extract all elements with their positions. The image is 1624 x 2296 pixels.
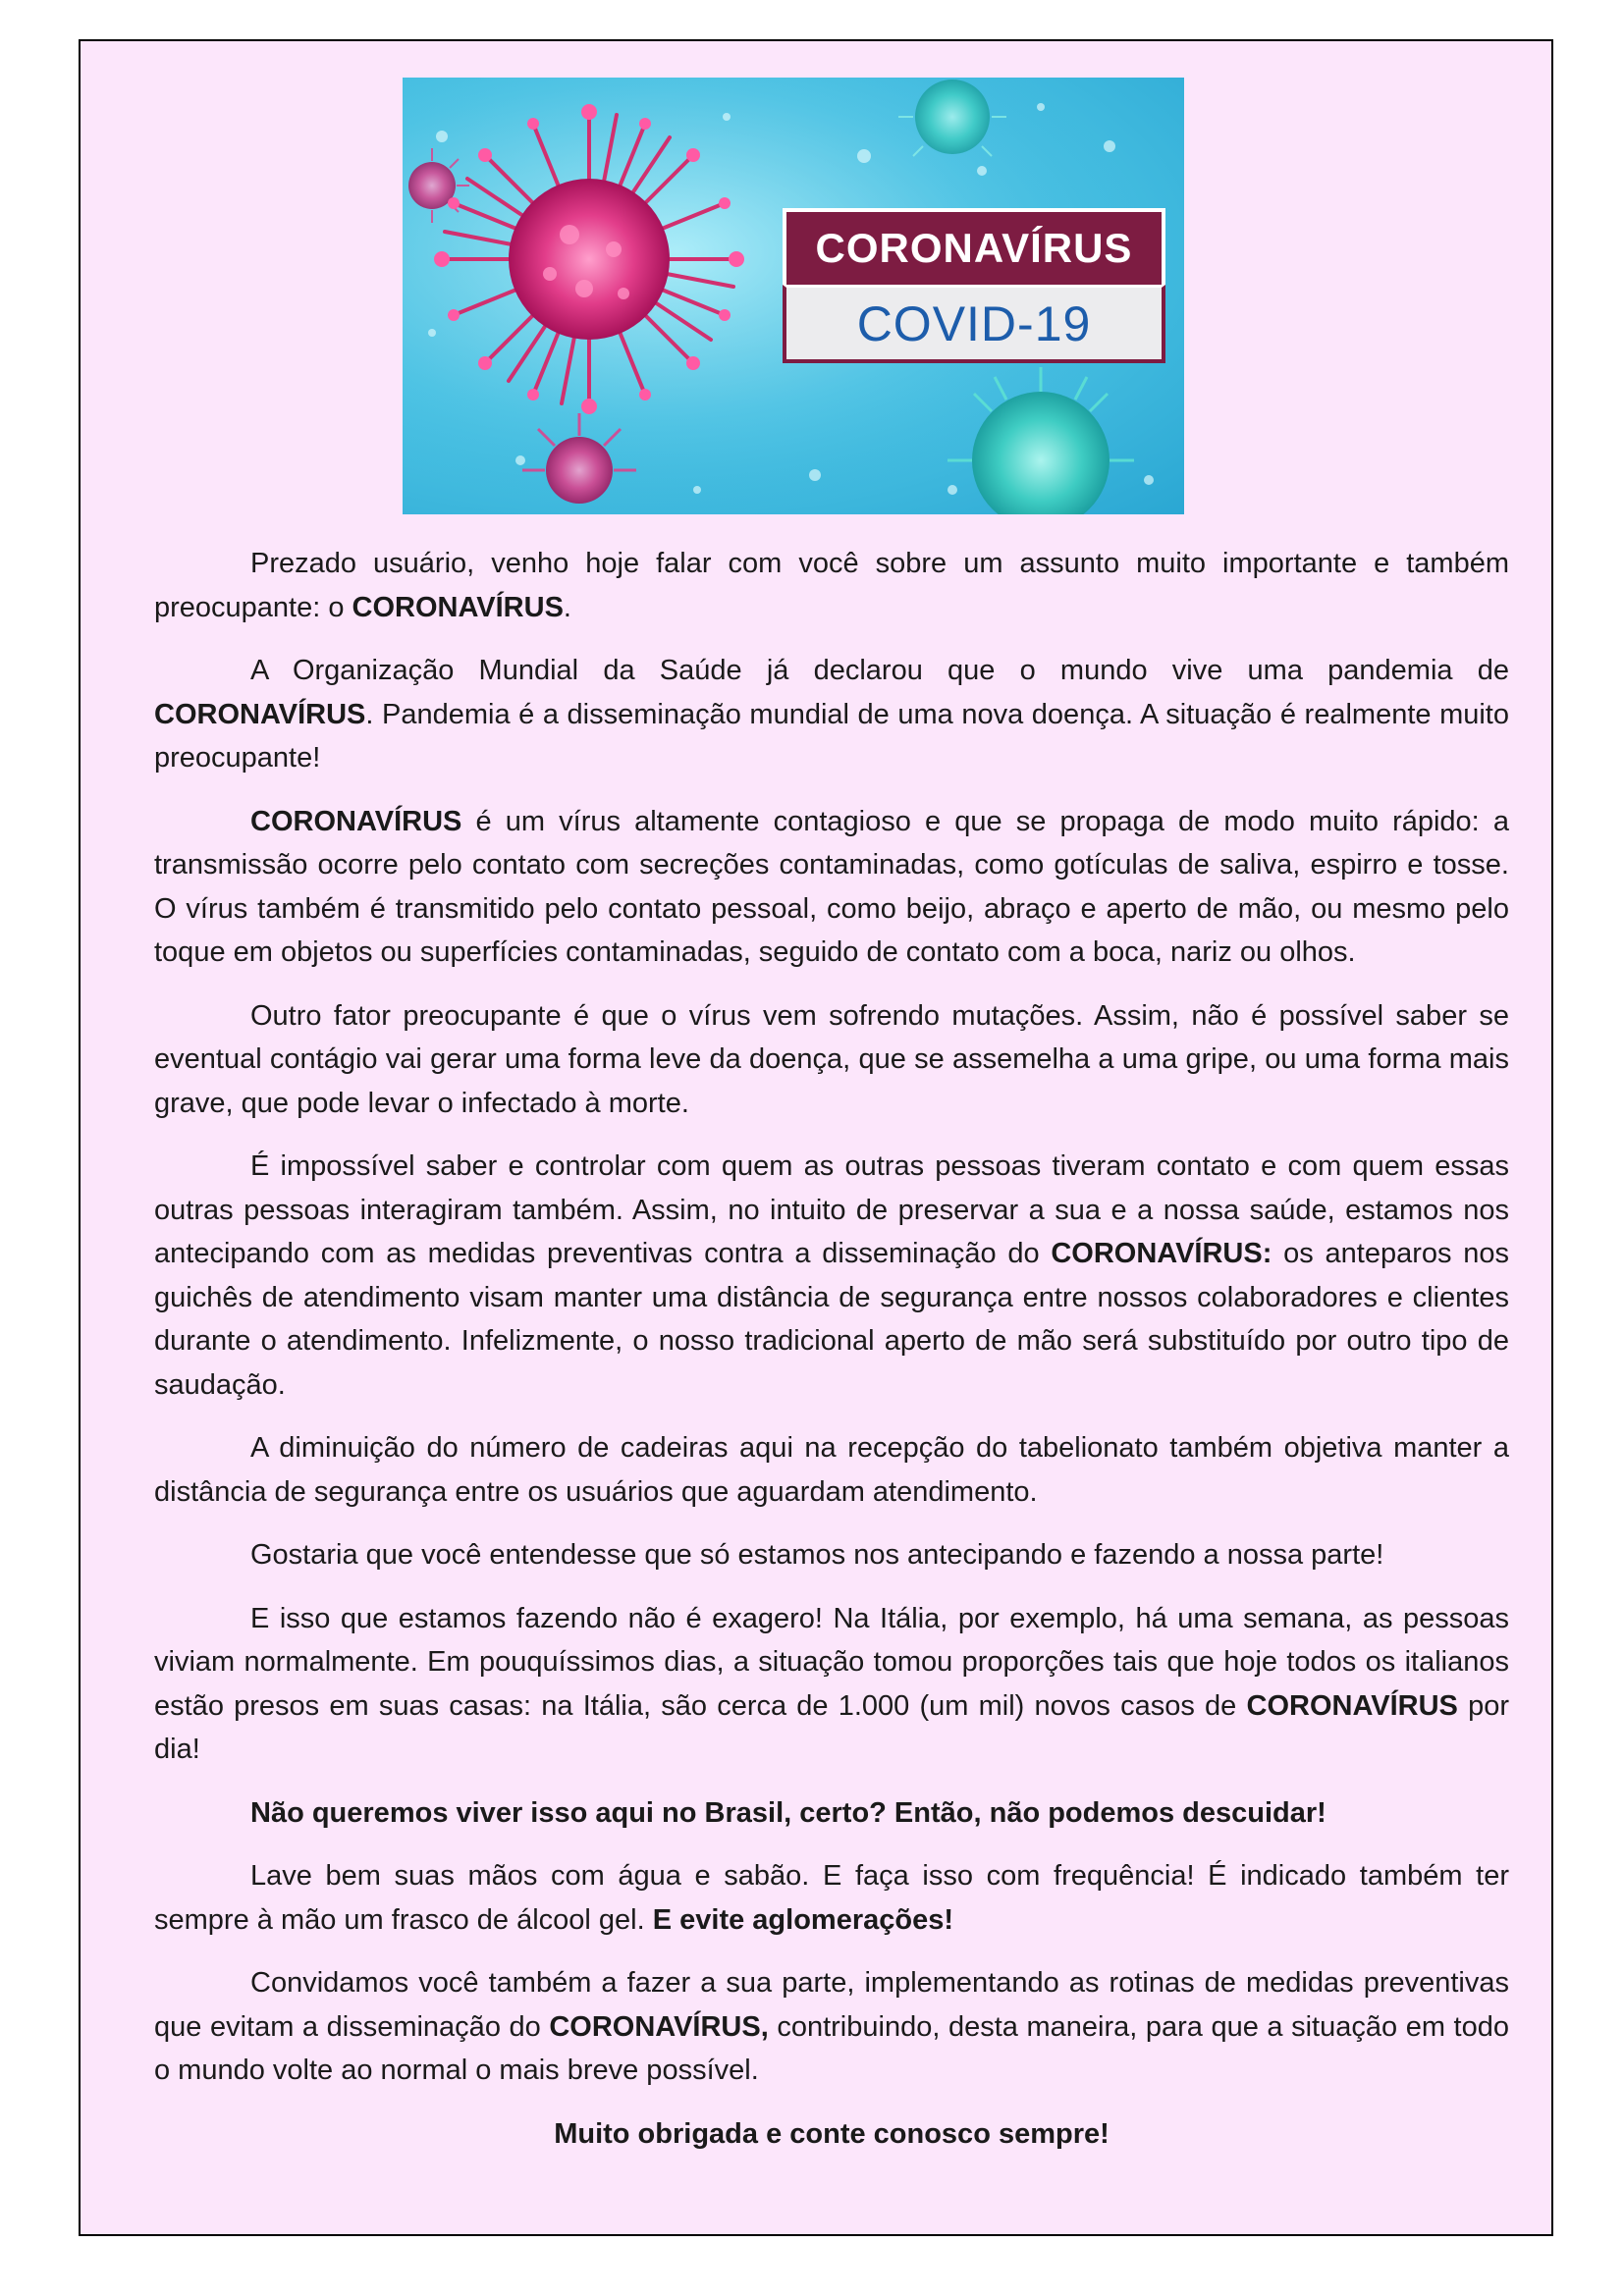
p10-text: Lave bem suas mãos com água e sabão. E faça isso com frequência! É indicado também ter sempre à mão um frasco de álcool gel. xyxy=(154,1860,1509,1936)
letter-body xyxy=(154,542,1509,2175)
banner-subtitle: COVID-19 xyxy=(856,295,1092,351)
p2-bold: CORONAVÍRUS xyxy=(154,698,366,730)
p8-text: E isso que estamos fazendo não é exagero! Na Itália, por exemplo, há uma semana, as pessoas viviam normalmente. Em pouquíssimos dias, a situação tomou proporções tais que hoje todos os italianos estão presos em suas casas: na Itália, são cerca de 1.000 (um mil) novos casos de xyxy=(154,1602,1509,1722)
paragraph-4 xyxy=(154,994,1509,1126)
closing-text: Muito obrigada e conte conosco sempre! xyxy=(554,2117,1110,2150)
p9-bold: Não queremos viver isso aqui no Brasil, certo? Então, não podemos descuidar! xyxy=(250,1796,1326,1829)
p1-text: Prezado usuário, venho hoje falar com você sobre um assunto muito importante e também preocupante: o xyxy=(154,548,1509,623)
p5-text-end: os anteparos nos guichês de atendimento visam manter uma distância de segurança entre nossos colaboradores e clientes durante o atendimento. Infelizmente, o nosso tradicional aperto de mão será substituído por outro tipo de saudação. xyxy=(154,1238,1509,1401)
p8-text-end: por dia! xyxy=(154,1689,1509,1765)
p5-bold: CORONAVÍRUS: xyxy=(1051,1238,1272,1269)
page-frame xyxy=(79,39,1553,2236)
p3-bold: CORONAVÍRUS xyxy=(250,805,462,837)
p11-text: Convidamos você também a fazer a sua parte, implementando as rotinas de medidas preventivas que evitam a disseminação do xyxy=(154,1967,1509,2043)
coronavirus-banner-image xyxy=(403,78,1184,514)
p5-text: É impossível saber e controlar com quem as outras pessoas tiveram contato e com quem essas outras pessoas interagiram também. Assim, no intuito de preservar a sua e a nossa saúde, estamos nos antecipando com as medidas preventivas contra a disseminação do xyxy=(154,1150,1509,1269)
p2-text: A Organização Mundial da Saúde já declarou que o mundo vive uma pandemia de xyxy=(250,655,1509,686)
banner-subtitle-box xyxy=(783,285,1165,363)
paragraph-2 xyxy=(154,649,1509,780)
paragraph-11 xyxy=(154,1961,1509,2093)
paragraph-9 xyxy=(154,1791,1509,1836)
p3-text: é um vírus altamente contagioso e que se propaga de modo muito rápido: a transmissão ocorre pelo contato com secreções contaminadas, como gotículas de saliva, espirro e tosse. O vírus também é transmitido pelo contato pessoal, como beijo, abraço e aperto de mão, ou mesmo pelo toque em objetos ou superfícies contaminadas, seguido de contato com a boca, nariz ou olhos. xyxy=(154,805,1509,968)
paragraph-5 xyxy=(154,1145,1509,1407)
p8-bold: CORONAVÍRUS xyxy=(1246,1689,1458,1722)
p7-text: Gostaria que você entendesse que só estamos nos antecipando e fazendo a nossa parte! xyxy=(250,1539,1384,1571)
p2-text-end: . Pandemia é a disseminação mundial de uma nova doença. A situação é realmente muito preocupante! xyxy=(154,698,1509,774)
paragraph-10 xyxy=(154,1854,1509,1942)
paragraph-3 xyxy=(154,800,1509,975)
p10-bold: E evite aglomerações! xyxy=(652,1903,954,1936)
banner-title-box xyxy=(783,208,1165,285)
paragraph-7 xyxy=(154,1533,1509,1577)
p11-bold: CORONAVÍRUS, xyxy=(549,2010,769,2043)
p1-bold: CORONAVÍRUS xyxy=(352,591,564,623)
closing-line xyxy=(154,2112,1509,2157)
p6-text: A diminuição do número de cadeiras aqui na recepção do tabelionato também objetiva manter a distância de segurança entre os usuários que aguardam atendimento. xyxy=(154,1432,1509,1508)
p11-text-end: contribuindo, desta maneira, para que a situação em todo o mundo volte ao normal o mais breve possível. xyxy=(154,2010,1509,2086)
paragraph-1 xyxy=(154,542,1509,629)
banner-title: CORONAVÍRUS xyxy=(815,225,1133,271)
p4-text: Outro fator preocupante é que o vírus vem sofrendo mutações. Assim, não é possível saber se eventual contágio vai gerar uma forma leve da doença, que se assemelha a uma gripe, ou uma forma mais grave, que pode levar o infectado à morte. xyxy=(154,999,1509,1119)
paragraph-6 xyxy=(154,1426,1509,1514)
p1-text-end: . xyxy=(563,591,571,623)
paragraph-8 xyxy=(154,1597,1509,1772)
pink-virus xyxy=(434,104,744,414)
